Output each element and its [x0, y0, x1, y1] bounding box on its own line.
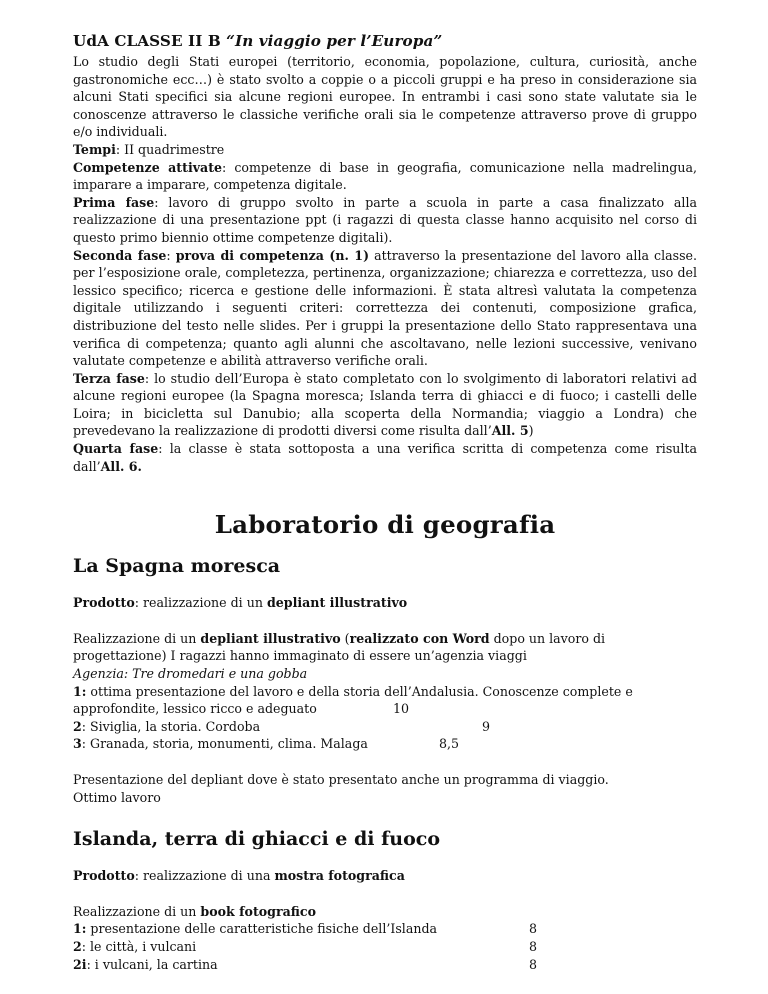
spagna-group1-line1 — [73, 683, 697, 701]
prima-fase-text: : lavoro di gruppo svolto in parte a scuola in parte a casa finalizzato alla realizzazione di una presentazione ppt (i ragazzi di questa classe hanno acquisito nel corso di questo primo biennio ottime competenze digitali). — [73, 194, 697, 245]
spagna-group2-text: : Siviglia, la storia. Cordoba — [81, 718, 261, 734]
islanda-prodotto — [73, 867, 697, 885]
uda-title-prefix: UdA CLASSE II B — [73, 32, 227, 50]
spagna-group2-num: 2 — [73, 718, 82, 734]
spagna-group3-num: 3 — [73, 736, 82, 752]
seconda-fase-sep: : — [166, 247, 176, 263]
spagna-r1-b: depliant illustrativo — [200, 630, 341, 646]
uda-title — [73, 32, 697, 50]
spagna-group3-score: 8,5 — [439, 736, 460, 752]
document-page — [73, 32, 697, 973]
terza-fase-ref: All. 5 — [491, 423, 529, 439]
spagna-prodotto-text: : realizzazione di un — [134, 595, 267, 611]
terza-fase-label: Terza fase — [73, 370, 145, 386]
seconda-fase-paragraph — [73, 247, 697, 370]
quarta-fase-text: : la classe è stata sottoposta a una verifica scritta di competenza come risulta dall’ — [73, 441, 697, 474]
spagna-group3 — [73, 735, 697, 753]
islanda-group1-score: 8 — [529, 921, 538, 937]
spagna-r1-d: realizzato con Word — [349, 630, 490, 646]
islanda-group3-text: : i vulcani, la cartina — [86, 956, 218, 972]
islanda-prodotto-label: Prodotto — [73, 868, 135, 884]
islanda-prodotto-text: : realizzazione di una — [134, 868, 275, 884]
competenze-label: Competenze attivate — [73, 159, 223, 175]
spagna-note1: Presentazione del depliant dove è stato presentato anche un programma di viaggio. — [73, 772, 609, 787]
spagna-r1-a: Realizzazione di un — [73, 630, 201, 646]
seconda-fase-text: attraverso la presentazione del lavoro alla classe. per l’esposizione orale, completezza, pertinenza, organizzazione; chiarezza e correttezza, uso del lessico specifico; ricerca e gestione delle informazioni. È stata altresì valutata la competenza digitale utilizzando i seguenti criteri: correttezza dei contenuti, composizione grafica, distribuzione del testo nelle slides. Per i gruppi la presentazione dello Stato rappresentava una verifica di competenza; quanto agli alunni che ascoltavano, nelle lezioni successive, venivano valutate competenze e abilità attraverso verifiche orali. — [73, 247, 697, 369]
spagna-title: La Spagna moresca — [73, 555, 281, 578]
islanda-group2 — [73, 938, 697, 956]
islanda-group3 — [73, 956, 697, 974]
terza-fase-text: : lo studio dell’Europa è stato completato con lo svolgimento di laboratori relativi ad alcune regioni europee (la Spagna moresca; Islanda terra di ghiacci e di fuoco; i castelli delle Loira; in bicicletta sul Danubio; alla scoperta della Normandia; viaggio a Londra) che prevedevano la realizzazione di prodotti diversi come risulta dall’ — [73, 370, 698, 439]
quarta-fase-ref: All. 6. — [100, 458, 142, 474]
islanda-r1-b: book fotografico — [200, 903, 316, 919]
spagna-realizzazione-line2: progettazione) I ragazzi hanno immaginato di essere un’agenzia viaggi — [73, 648, 527, 664]
seconda-fase-label: Seconda fase — [73, 247, 167, 263]
spagna-group1-score: 10 — [393, 701, 410, 717]
islanda-prodotto-bold: mostra fotografica — [274, 868, 405, 884]
spagna-realizzazione-line1 — [73, 630, 697, 648]
lab-title: Laboratorio di geografia — [214, 510, 556, 540]
islanda-group3-num: 2i — [73, 956, 87, 972]
uda-title-quote: “In viaggio per l’Europa” — [226, 32, 443, 50]
islanda-group1-text: presentazione delle caratteristiche fisiche dell’Islanda — [86, 921, 438, 937]
tempi-label: Tempi — [73, 141, 116, 157]
spagna-group1-text2: approfondite, lessico ricco e adeguato — [73, 701, 317, 717]
spagna-group3-text: : Granada, storia, monumenti, clima. Malaga — [81, 736, 368, 752]
islanda-group1 — [73, 920, 697, 938]
quarta-fase-paragraph — [73, 440, 697, 475]
islanda-group2-num: 2 — [73, 938, 82, 954]
competenze-text: : competenze di base in geografia, comunicazione nella madrelingua, imparare a imparare, competenza digitale. — [73, 159, 697, 193]
seconda-fase-label2: prova di competenza (n. 1) — [175, 247, 370, 263]
spagna-r1-c: ( — [340, 630, 350, 646]
spagna-group1-text: ottima presentazione del lavoro e della storia dell’Andalusia. Conoscenze complete e — [86, 683, 633, 699]
spagna-prodotto-label: Prodotto — [73, 595, 135, 611]
terza-fase-paragraph — [73, 370, 697, 440]
spagna-group1-line2 — [73, 700, 697, 718]
spagna-prodotto — [73, 594, 697, 612]
islanda-r1-a: Realizzazione di un — [73, 903, 201, 919]
competenze-paragraph — [73, 159, 697, 194]
spagna-r1-e: dopo un lavoro di — [489, 630, 606, 646]
spagna-note2: Ottimo lavoro — [73, 789, 161, 805]
spagna-group2 — [73, 718, 697, 736]
intro-paragraph: Lo studio degli Stati europei (territorio, economia, popolazione, cultura, curiosità, anche gastronomiche ecc…) è stato svolto a coppie o a piccoli gruppi e ha preso in considerazione sia alcuni Stati specifici sia alcune regioni europee. In entrambi i casi sono state valutate sia le conoscenze attraverso le classiche verifiche orali sia le competenze attraverso prove di gruppo e/o individuali. — [73, 54, 697, 140]
prima-fase-paragraph — [73, 194, 697, 247]
spagna-group1-num: 1: — [73, 683, 87, 699]
terza-fase-after: ) — [528, 423, 534, 439]
tempi-text: : II quadrimestre — [115, 141, 225, 157]
islanda-group2-text: : le città, i vulcani — [81, 938, 197, 954]
spagna-group2-score: 9 — [482, 718, 491, 734]
spagna-agency: Agenzia: Tre dromedari e una gobba — [73, 666, 308, 682]
spagna-prodotto-bold: depliant illustrativo — [266, 595, 408, 611]
islanda-title: Islanda, terra di ghiacci e di fuoco — [73, 828, 441, 851]
islanda-group2-score: 8 — [529, 938, 538, 954]
islanda-group1-num: 1: — [73, 921, 87, 937]
tempi-paragraph — [73, 141, 697, 159]
prima-fase-label: Prima fase — [73, 194, 155, 210]
islanda-realizzazione — [73, 903, 697, 921]
islanda-group3-score: 8 — [529, 956, 538, 972]
quarta-fase-label: Quarta fase — [73, 441, 159, 457]
